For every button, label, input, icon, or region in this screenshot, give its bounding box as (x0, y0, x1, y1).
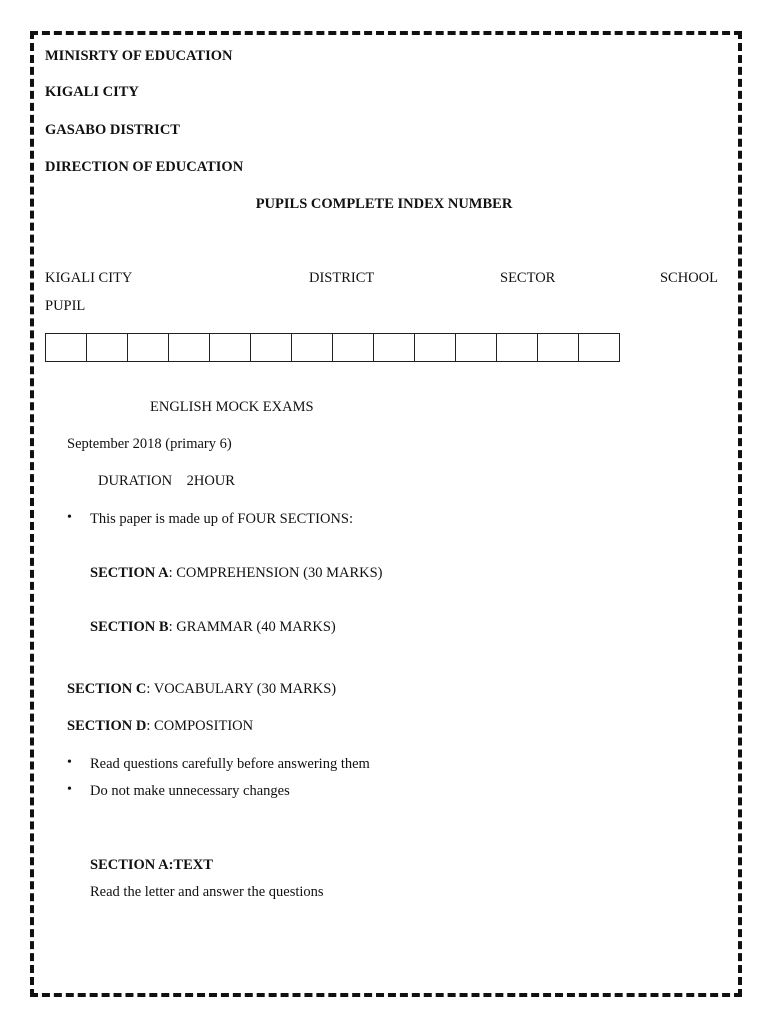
index-digit-box[interactable] (456, 334, 497, 361)
index-digit-box[interactable] (579, 334, 620, 361)
bullet-icon: • (67, 782, 72, 797)
section-a-line (90, 564, 382, 582)
index-label-city: KIGALI CITY (45, 270, 133, 286)
city-heading: KIGALI CITY (45, 84, 139, 100)
exam-date: September 2018 (primary 6) (67, 436, 232, 452)
index-digit-box[interactable] (333, 334, 374, 361)
index-digit-box[interactable] (415, 334, 456, 361)
index-digit-box[interactable] (128, 334, 169, 361)
exam-title: ENGLISH MOCK EXAMS (150, 399, 314, 415)
district-heading: GASABO DISTRICT (45, 122, 180, 138)
section-c-line (67, 680, 336, 698)
bullet-icon: • (67, 510, 72, 525)
index-digit-box[interactable] (46, 334, 87, 361)
section-a-label: SECTION A (90, 565, 169, 581)
section-a-desc: : COMPREHENSION (30 MARKS) (168, 565, 383, 581)
index-digit-box[interactable] (292, 334, 333, 361)
section-a-text-heading: SECTION A:TEXT (90, 857, 213, 873)
index-digit-box[interactable] (87, 334, 128, 361)
instruction-item: Do not make unnecessary changes (90, 783, 290, 799)
index-label-pupil: PUPIL (45, 298, 86, 314)
index-digit-box[interactable] (497, 334, 538, 361)
bullet-icon: • (67, 755, 72, 770)
exam-duration (98, 472, 235, 490)
duration-label: DURATION (98, 473, 173, 489)
index-title: PUPILS COMPLETE INDEX NUMBER (255, 196, 513, 212)
index-label-sector: SECTOR (500, 270, 556, 286)
section-d-line (67, 717, 253, 735)
section-b-line (90, 618, 336, 636)
section-a-text-instruction: Read the letter and answer the questions (90, 884, 324, 900)
index-digit-box[interactable] (538, 334, 579, 361)
section-b-desc: : GRAMMAR (40 MARKS) (168, 619, 336, 635)
intro-bullet-text: This paper is made up of FOUR SECTIONS: (90, 511, 353, 527)
index-number-grid (45, 333, 620, 362)
index-digit-box[interactable] (210, 334, 251, 361)
index-label-school: SCHOOL (659, 270, 718, 286)
section-d-desc: : COMPOSITION (146, 718, 254, 734)
instruction-item: Read questions carefully before answering them (90, 756, 370, 772)
duration-value: 2HOUR (186, 473, 235, 489)
ministry-heading: MINISRTY OF EDUCATION (45, 48, 233, 64)
index-digit-box[interactable] (374, 334, 415, 361)
section-c-desc: : VOCABULARY (30 MARKS) (146, 681, 337, 697)
index-digit-box[interactable] (251, 334, 292, 361)
index-label-district: DISTRICT (309, 270, 375, 286)
direction-heading: DIRECTION OF EDUCATION (45, 159, 244, 175)
section-d-label: SECTION D (67, 718, 147, 734)
section-c-label: SECTION C (67, 681, 147, 697)
section-b-label: SECTION B (90, 619, 169, 635)
index-digit-box[interactable] (169, 334, 210, 361)
